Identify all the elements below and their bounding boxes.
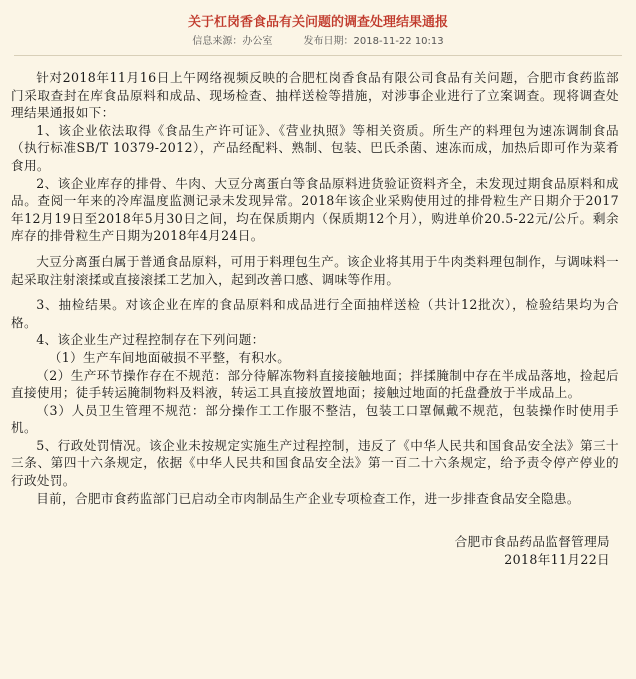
signature-date: 2018年11月22日 [504, 551, 610, 567]
signature-org: 合肥市食品药品监督管理局 [454, 534, 610, 550]
paragraph-2b: 大豆分离蛋白属于普通食品原料，可用于料理包生产。该企业将其用于牛肉类料理包制作，与调味料一起采取注射滚揉或直接滚揉工艺加入，起到改善口感、调味等作用。 [11, 253, 619, 287]
article-meta [0, 33, 636, 51]
paragraph-intro: 针对2018年11月16日上午网络视频反映的合肥杠岗香食品有限公司食品有关问题，合肥市食药监部门采取查封在库食品原料和成品、现场检查、抽样送检等措施，对涉事企业进行了立案调查。现将调查处理结果通报如下： [11, 70, 619, 121]
paragraph-4-2: （2）生产环节操作存在不规范：部分待解冻物料直接接触地面；拌揉腌制中存在半成品落地，捡起后直接使用；徒手转运腌制物料及料液，转运工具直接放置地面；接触过地面的托盘叠放于半成品上。 [11, 367, 619, 401]
paragraph-4-1: （1）生产车间地面破损不平整，有积水。 [48, 349, 291, 365]
paragraph-1: 1、该企业依法取得《食品生产许可证》、《营业执照》等相关资质。所生产的料理包为速冻调制食品（执行标准SB/T 10379-2012），产品经配料、熟制、包装、巴氏杀菌、速冻而成，加热后即可作为菜肴食用。 [11, 122, 619, 173]
publish-date: 发布日期：2018-11-22 10:13 [303, 36, 444, 47]
article-body [0, 69, 636, 507]
paragraph-3: 3、抽检结果。对该企业在库的食品原料和成品进行全面抽样送检（共计12批次），检验结果均为合格。 [11, 297, 619, 330]
source-label: 信息来源：办公室 [192, 36, 273, 47]
paragraph-5: 5、行政处罚情况。该企业未按规定实施生产过程控制，违反了《中华人民共和国食品安全法》第三十三条、第四十六条规定，依据《中华人民共和国食品安全法》第一百二十六条规定，给予责令停产停业的行政处罚。 [11, 437, 619, 489]
paragraph-4: 4、该企业生产过程控制存在下列问题： [36, 332, 265, 348]
page-title: 关于杠岗香食品有关问题的调查处理结果通报 [187, 15, 448, 30]
paragraph-2: 2、该企业库存的排骨、牛肉、大豆分离蛋白等食品原料进货验证资料齐全，未发现过期食品原料和成品。查阅一年来的冷库温度监测记录未发现异常。2018年该企业采购使用过的排骨粒生产日期介于2017年12月19日至2018年5月30日之间，均在保质期内（保质期12个月），购进单价20.5-22元/公斤。剩余库存的排骨粒生产日期为2018年4月24日。 [11, 175, 619, 244]
divider [14, 55, 622, 56]
signature-block [0, 533, 636, 568]
paragraph-4-3: （3）人员卫生管理不规范：部分操作工工作服不整洁，包装工口罩佩戴不规范，包装操作时使用手机。 [11, 402, 619, 436]
paragraph-conclusion: 目前，合肥市食药监部门已启动全市肉制品生产企业专项检查工作，进一步排查食品安全隐患。 [36, 490, 580, 506]
